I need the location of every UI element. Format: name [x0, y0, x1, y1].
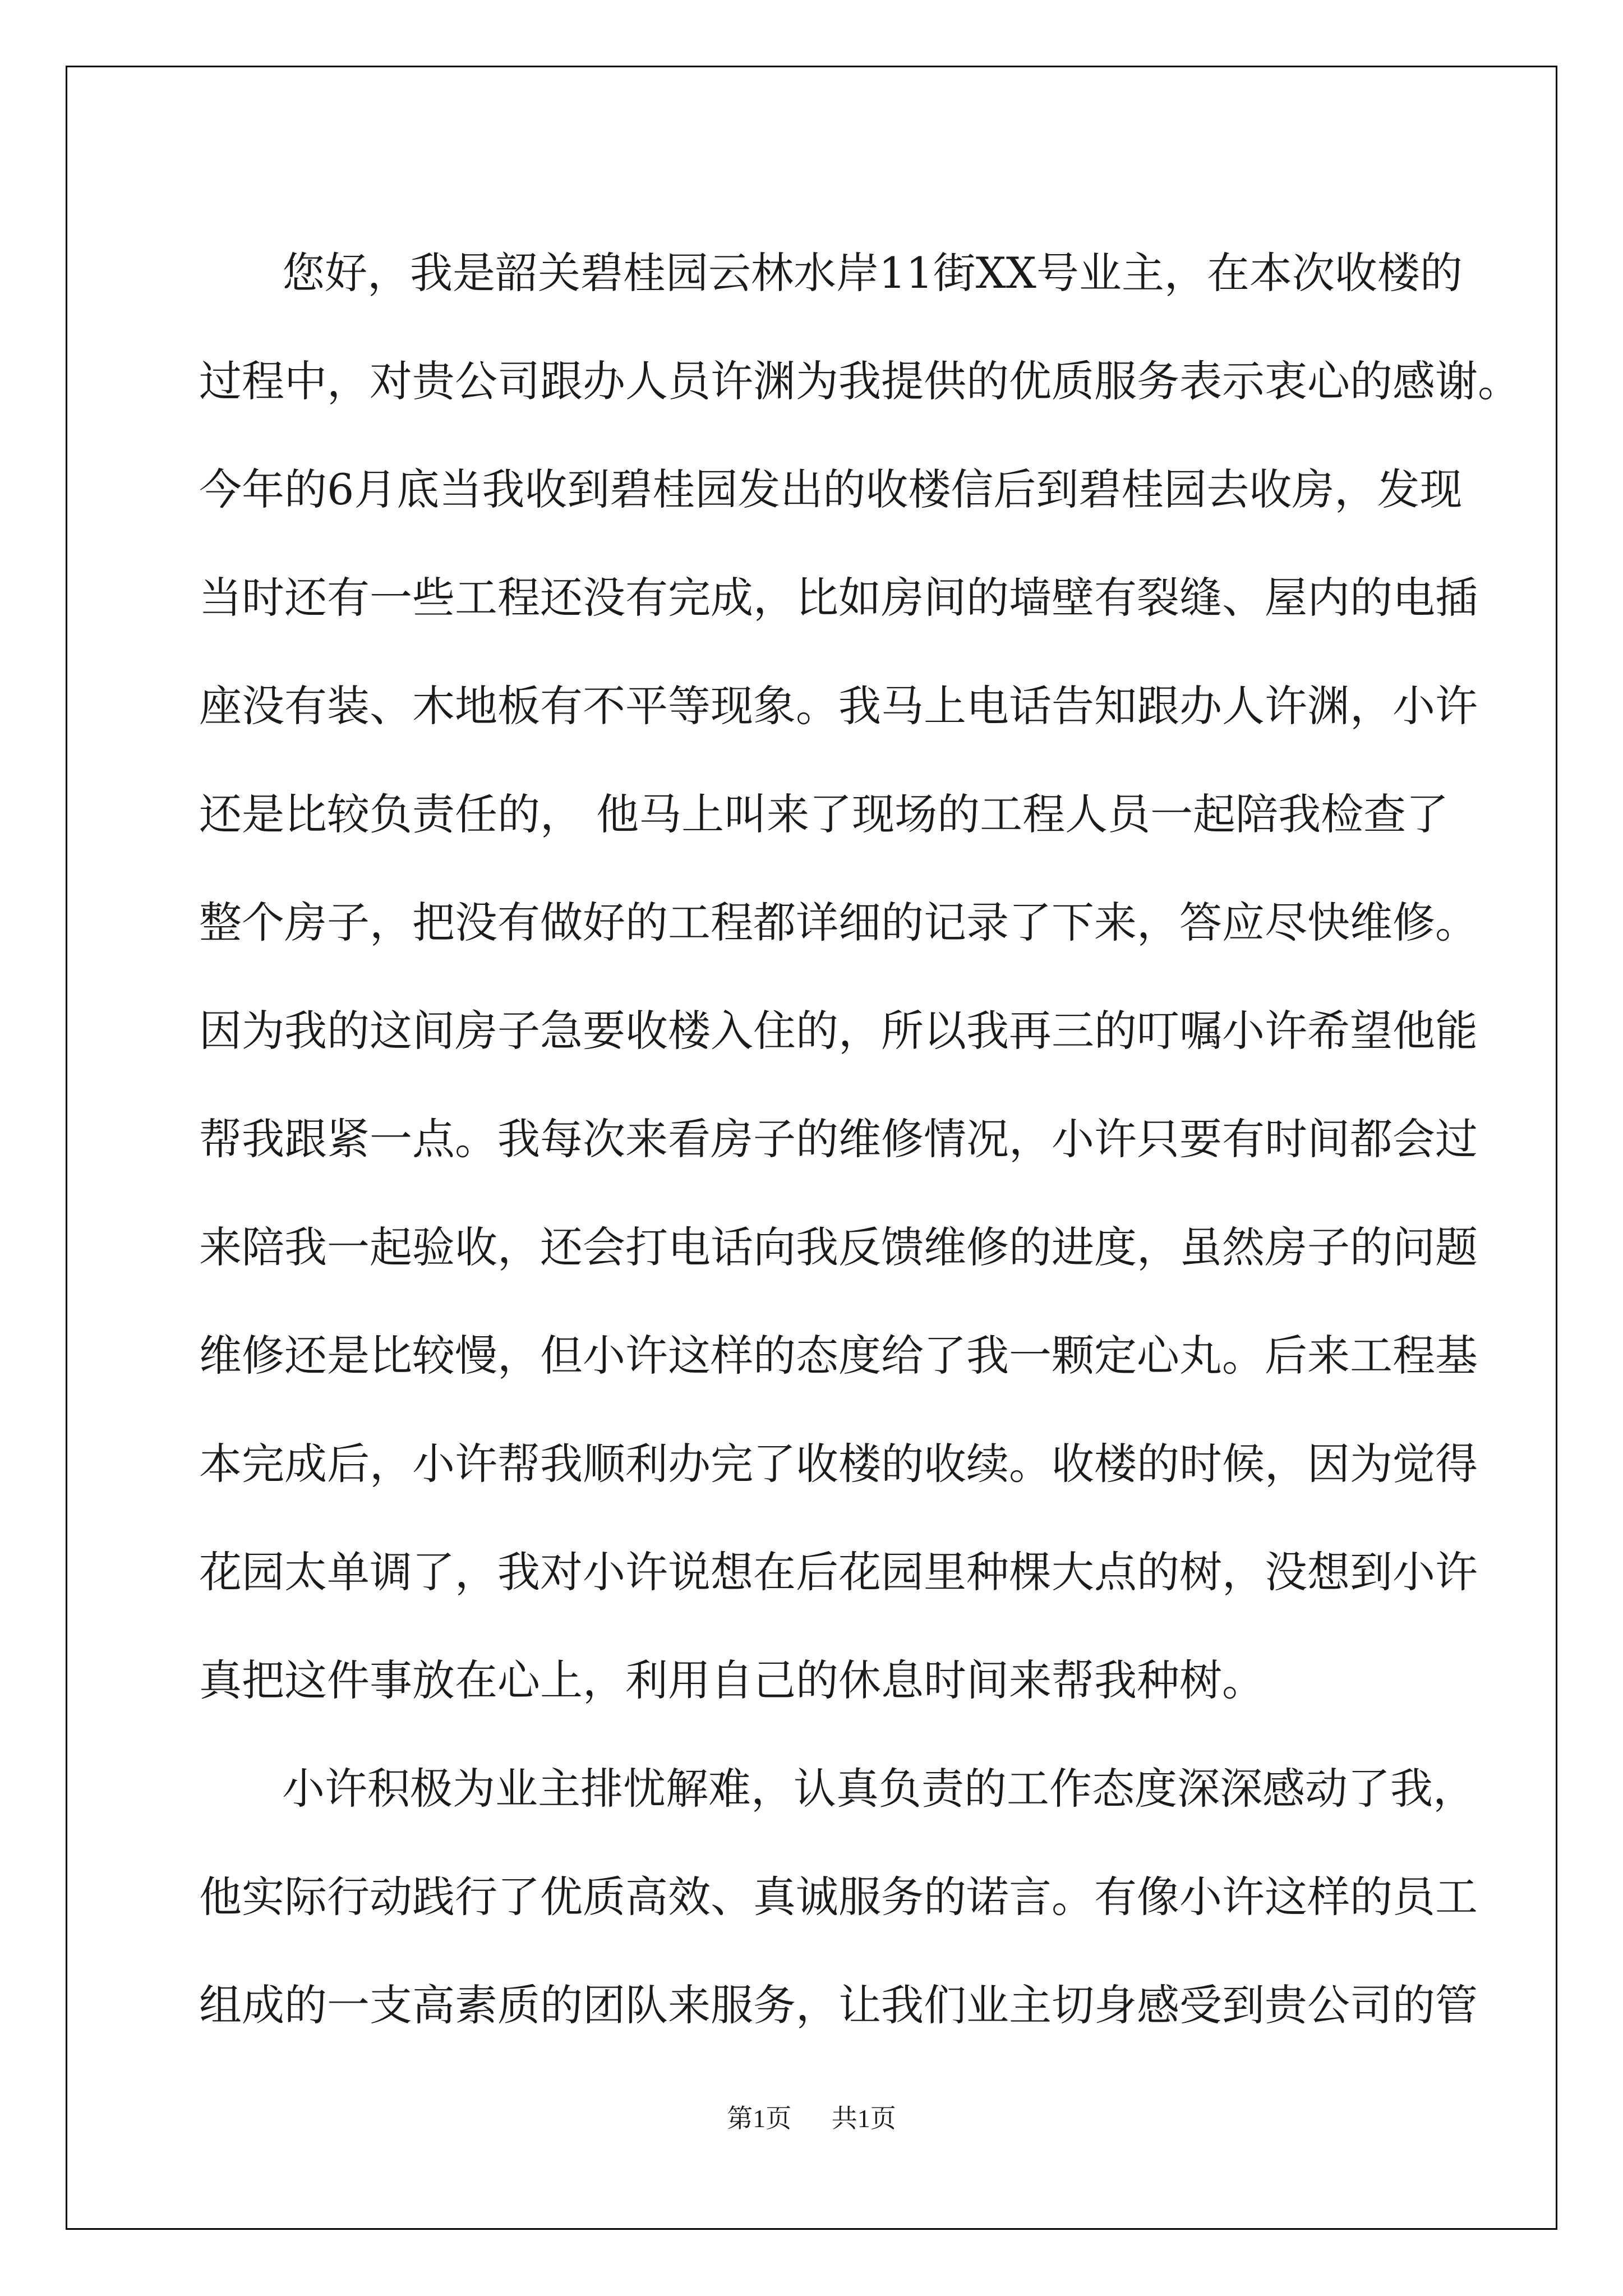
text-line: 您好，我是韶关碧桂园云林水岸11街XX号业主，在本次收楼的 [282, 248, 1463, 298]
page-number-current: 第1页 [727, 2104, 792, 2133]
text-line: 花园太单调了，我对小许说想在后花园里种棵大点的树，没想到小许 [199, 1547, 1478, 1597]
text-line: 还是比较负责任的， 他马上叫来了现场的工程人员一起陪我检查了 [199, 789, 1449, 839]
letter-body [199, 219, 1520, 2059]
text-line: 来陪我一起验收，还会打电话向我反馈维修的进度，虽然房子的问题 [199, 1222, 1478, 1272]
text-line: 当时还有一些工程还没有完成，比如房间的墙壁有裂缝、屋内的电插 [199, 573, 1478, 623]
text-line: 今年的6月底当我收到碧桂园发出的收楼信后到碧桂园去收房，发现 [199, 464, 1463, 514]
text-line: 本完成后，小许帮我顺利办完了收楼的收续。收楼的时候，因为觉得 [199, 1439, 1478, 1489]
text-line: 真把这件事放在心上，利用自己的休息时间来帮我种树。 [199, 1655, 1265, 1705]
text-line: 他实际行动践行了优质高效、真诚服务的诺言。有像小许这样的员工 [199, 1872, 1478, 1922]
text-line: 小许积极为业主排忧解难，认真负责的工作态度深深感动了我， [282, 1764, 1476, 1814]
text-line: 座没有装、木地板有不平等现象。我马上电话告知跟办人许渊，小许 [199, 681, 1478, 731]
text-line: 过程中，对贵公司跟办人员许渊为我提供的优质服务表示衷心的感谢。 [199, 356, 1520, 406]
text-line: 整个房子，把没有做好的工程都详细的记录了下来，答应尽快维修。 [199, 898, 1478, 947]
page-number-total: 共1页 [831, 2104, 896, 2133]
text-line: 帮我跟紧一点。我每次来看房子的维修情况，小许只要有时间都会过 [199, 1114, 1478, 1164]
text-line: 因为我的这间房子急要收楼入住的，所以我再三的叮嘱小许希望他能 [199, 1006, 1478, 1056]
text-line: 维修还是比较慢，但小许这样的态度给了我一颗定心丸。后来工程基 [199, 1331, 1478, 1381]
page-footer [0, 2098, 1623, 2135]
text-line: 组成的一支高素质的团队来服务，让我们业主切身感受到贵公司的管 [199, 1980, 1478, 2030]
